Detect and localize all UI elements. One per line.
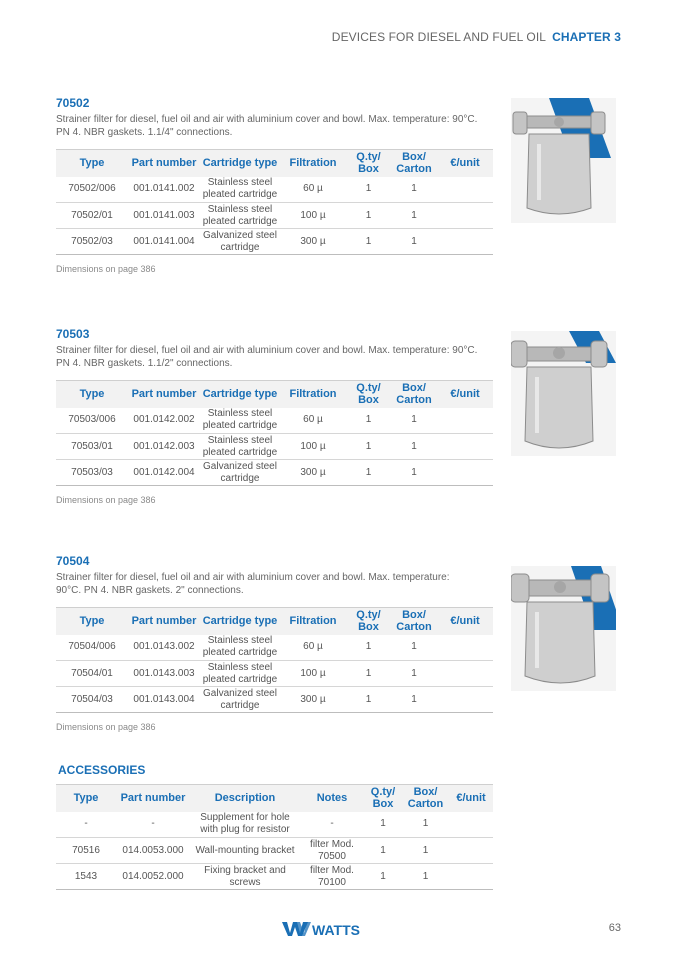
cell-carton: 1 xyxy=(391,229,437,255)
cell-cartridge: Stainless steel pleated cartridge xyxy=(200,203,280,229)
cell-description: Wall-mounting bracket xyxy=(190,838,300,864)
col-description: Description xyxy=(214,792,276,805)
cell-qty: 1 xyxy=(346,177,391,203)
product-section-70504 xyxy=(56,554,493,732)
cell-description: Supplement for hole with plug for resistor xyxy=(190,812,300,838)
cell-part: 001.0142.004 xyxy=(128,460,200,486)
cell-filtration: 60 µ xyxy=(280,177,346,203)
product-code: 70502 xyxy=(56,96,90,110)
cell-part: 014.0053.000 xyxy=(116,838,190,864)
col-price: €/unit xyxy=(456,792,486,805)
table-row xyxy=(56,635,493,661)
cell-cartridge: Galvanized steel cartridge xyxy=(200,460,280,486)
cell-part: 001.0143.003 xyxy=(128,661,200,687)
cell-cartridge: Stainless steel pleated cartridge xyxy=(200,177,280,203)
cell-qty: 1 xyxy=(346,203,391,229)
cell-part: - xyxy=(116,812,190,838)
cell-qty: 1 xyxy=(346,408,391,434)
dimensions-note: Dimensions on page 386 xyxy=(56,264,156,274)
product-table xyxy=(56,380,493,486)
cell-price xyxy=(437,661,493,687)
cell-carton: 1 xyxy=(402,864,449,890)
cell-type: - xyxy=(56,812,116,838)
cell-carton: 1 xyxy=(391,408,437,434)
cell-filtration: 60 µ xyxy=(280,635,346,661)
table-row xyxy=(56,687,493,713)
cell-filtration: 100 µ xyxy=(280,434,346,460)
col-filtration: Filtration xyxy=(289,615,337,628)
col-qty-box: Q.ty/ Box xyxy=(356,382,381,407)
product-code: 70504 xyxy=(56,554,90,568)
cell-type: 70504/01 xyxy=(56,661,128,687)
cell-carton: 1 xyxy=(391,661,437,687)
col-type: Type xyxy=(79,615,105,628)
product-table xyxy=(56,607,493,713)
cell-price xyxy=(449,812,493,838)
cell-carton: 1 xyxy=(391,687,437,713)
product-section-70502 xyxy=(56,96,493,274)
col-part-number: Part number xyxy=(131,615,197,628)
cell-filtration: 300 µ xyxy=(280,229,346,255)
cell-cartridge: Stainless steel pleated cartridge xyxy=(200,434,280,460)
cell-cartridge: Galvanized steel cartridge xyxy=(200,229,280,255)
col-qty-box: Q.ty/ Box xyxy=(356,609,381,634)
col-type: Type xyxy=(73,792,99,805)
col-box-carton: Box/ Carton xyxy=(396,609,432,634)
cell-cartridge: Galvanized steel cartridge xyxy=(200,687,280,713)
accessories-table xyxy=(56,784,493,890)
cell-part: 001.0142.003 xyxy=(128,434,200,460)
cell-price xyxy=(449,864,493,890)
col-cartridge-type: Cartridge type xyxy=(202,388,278,401)
cell-price xyxy=(437,635,493,661)
cell-part: 001.0142.002 xyxy=(128,408,200,434)
cell-carton: 1 xyxy=(391,203,437,229)
cell-qty: 1 xyxy=(346,687,391,713)
col-qty-box: Q.ty/ Box xyxy=(356,151,381,176)
table-header-row xyxy=(56,785,493,812)
col-price: €/unit xyxy=(450,157,480,170)
cell-type: 70503/01 xyxy=(56,434,128,460)
product-photo-70504 xyxy=(511,566,616,691)
cell-part: 014.0052.000 xyxy=(116,864,190,890)
cell-cartridge: Stainless steel pleated cartridge xyxy=(200,635,280,661)
cell-type: 70504/03 xyxy=(56,687,128,713)
cell-cartridge: Stainless steel pleated cartridge xyxy=(200,661,280,687)
product-table xyxy=(56,149,493,255)
page-header xyxy=(332,30,621,44)
cell-price xyxy=(437,687,493,713)
cell-filtration: 60 µ xyxy=(280,408,346,434)
col-notes: Notes xyxy=(316,792,348,805)
cell-type: 70503/03 xyxy=(56,460,128,486)
cell-type: 1543 xyxy=(56,864,116,890)
cell-type: 70502/006 xyxy=(56,177,128,203)
table-row xyxy=(56,838,493,864)
cell-carton: 1 xyxy=(391,635,437,661)
strainer-filter-icon xyxy=(511,98,616,223)
cell-part: 001.0141.003 xyxy=(128,203,200,229)
cell-price xyxy=(437,434,493,460)
cell-price xyxy=(437,203,493,229)
table-header-row xyxy=(56,608,493,635)
cell-carton: 1 xyxy=(391,434,437,460)
cell-carton: 1 xyxy=(391,460,437,486)
cell-carton: 1 xyxy=(402,838,449,864)
product-description: Strainer filter for diesel, fuel oil and air with aluminium cover and bowl. Max. temperature: 90°C. PN 4. NBR gaskets. 1.1/2" connections. xyxy=(56,345,478,369)
table-row xyxy=(56,177,493,203)
cell-price xyxy=(437,177,493,203)
cell-type: 70504/006 xyxy=(56,635,128,661)
header-category: DEVICES FOR DIESEL AND FUEL OIL xyxy=(331,30,547,44)
cell-part: 001.0141.004 xyxy=(128,229,200,255)
cell-notes: - xyxy=(300,812,364,838)
product-photo-70502 xyxy=(511,98,616,223)
cell-carton: 1 xyxy=(402,812,449,838)
cell-qty: 1 xyxy=(346,460,391,486)
col-qty-box: Q.ty/ Box xyxy=(370,786,396,811)
col-part-number: Part number xyxy=(131,388,197,401)
cell-carton: 1 xyxy=(391,177,437,203)
product-section-70503 xyxy=(56,327,493,505)
col-part-number: Part number xyxy=(120,792,186,805)
cell-part: 001.0141.002 xyxy=(128,177,200,203)
col-cartridge-type: Cartridge type xyxy=(202,615,278,628)
cell-part: 001.0143.002 xyxy=(128,635,200,661)
cell-part: 001.0143.004 xyxy=(128,687,200,713)
col-box-carton: Box/ Carton xyxy=(396,382,432,407)
table-header-row xyxy=(56,381,493,408)
cell-filtration: 300 µ xyxy=(280,687,346,713)
cell-filtration: 100 µ xyxy=(280,661,346,687)
dimensions-note: Dimensions on page 386 xyxy=(56,722,156,732)
cell-type: 70502/03 xyxy=(56,229,128,255)
accessories-title: ACCESSORIES xyxy=(58,763,146,777)
cell-qty: 1 xyxy=(346,661,391,687)
table-row xyxy=(56,408,493,434)
product-description: Strainer filter for diesel, fuel oil and air with aluminium cover and bowl. Max. temperature: 90°C. PN 4. NBR gaskets. 2" connections. xyxy=(56,572,450,596)
cell-price xyxy=(437,229,493,255)
cell-cartridge: Stainless steel pleated cartridge xyxy=(200,408,280,434)
dimensions-note: Dimensions on page 386 xyxy=(56,495,156,505)
col-part-number: Part number xyxy=(131,157,197,170)
cell-qty: 1 xyxy=(346,434,391,460)
table-row xyxy=(56,460,493,486)
table-row xyxy=(56,434,493,460)
cell-price xyxy=(449,838,493,864)
strainer-filter-icon xyxy=(511,566,616,691)
cell-price xyxy=(437,460,493,486)
strainer-filter-icon xyxy=(511,331,616,456)
cell-qty: 1 xyxy=(364,864,402,890)
table-row xyxy=(56,864,493,890)
product-photo-70503 xyxy=(511,331,616,456)
table-row xyxy=(56,661,493,687)
cell-filtration: 100 µ xyxy=(280,203,346,229)
table-row xyxy=(56,203,493,229)
col-price: €/unit xyxy=(450,615,480,628)
table-row xyxy=(56,229,493,255)
cell-price xyxy=(437,408,493,434)
cell-filtration: 300 µ xyxy=(280,460,346,486)
table-header-row xyxy=(56,150,493,177)
col-cartridge-type: Cartridge type xyxy=(202,157,278,170)
watts-logo xyxy=(282,920,366,938)
cell-type: 70516 xyxy=(56,838,116,864)
col-price: €/unit xyxy=(450,388,480,401)
cell-notes: filter Mod. 70500 xyxy=(300,838,364,864)
product-code: 70503 xyxy=(56,327,90,341)
cell-qty: 1 xyxy=(364,838,402,864)
cell-notes: filter Mod. 70100 xyxy=(300,864,364,890)
cell-description: Fixing bracket and screws xyxy=(190,864,300,890)
cell-type: 70502/01 xyxy=(56,203,128,229)
col-box-carton: Box/ Carton xyxy=(407,786,444,811)
header-chapter: CHAPTER 3 xyxy=(552,30,621,44)
col-box-carton: Box/ Carton xyxy=(396,151,432,176)
col-type: Type xyxy=(79,388,105,401)
product-description: Strainer filter for diesel, fuel oil and air with aluminium cover and bowl. Max. temperature: 90°C. PN 4. NBR gaskets. 1.1/4" connections. xyxy=(56,114,478,138)
cell-qty: 1 xyxy=(346,635,391,661)
page-number: 63 xyxy=(608,922,621,934)
col-filtration: Filtration xyxy=(289,157,337,170)
cell-qty: 1 xyxy=(364,812,402,838)
table-row xyxy=(56,812,493,838)
cell-qty: 1 xyxy=(346,229,391,255)
col-filtration: Filtration xyxy=(289,388,337,401)
cell-type: 70503/006 xyxy=(56,408,128,434)
brand-name: WATTS xyxy=(312,922,360,938)
col-type: Type xyxy=(79,157,105,170)
